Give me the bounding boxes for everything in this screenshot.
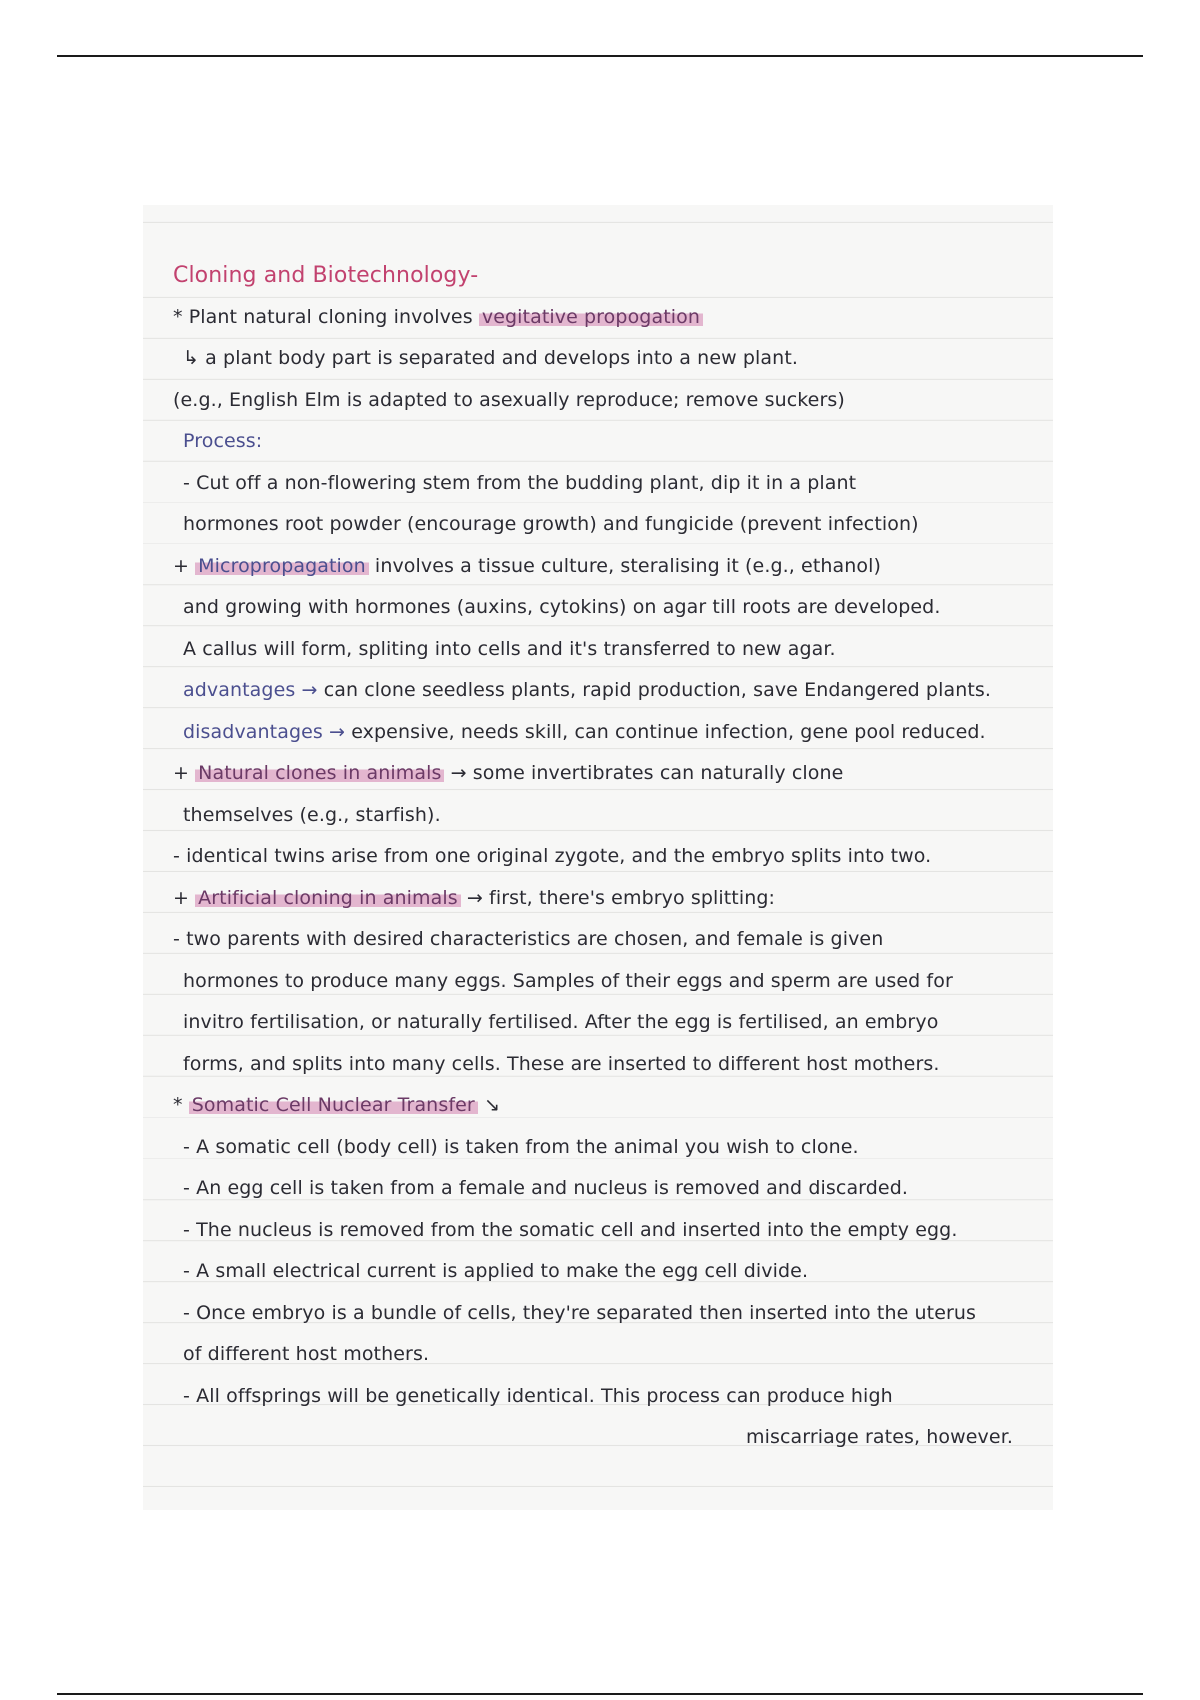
note-line: - Cut off a non-flowering stem from the budding plant, dip it in a plant xyxy=(183,471,857,494)
note-line: forms, and splits into many cells. These are inserted to different host mothers. xyxy=(183,1052,940,1075)
note-line: hormones root powder (encourage growth) and fungicide (prevent infection) xyxy=(183,513,919,535)
note-line: of different host mothers. xyxy=(183,1343,430,1365)
highlight: Artificial cloning in animals xyxy=(195,887,461,909)
note-line: * Plant natural cloning involves vegitative propogation xyxy=(173,297,1043,339)
notebook-page xyxy=(143,205,1053,1510)
note-line: - identical twins arise from one original zygote, and the embryo splits into two. xyxy=(173,845,932,867)
handwritten-notes xyxy=(173,255,1043,1459)
highlight: Natural clones in animals xyxy=(195,762,444,784)
note-line: - Once embryo is a bundle of cells, they're separated then inserted into the uterus xyxy=(183,1301,977,1324)
note-line: + Micropropagation involves a tissue culture, steralising it (e.g., ethanol) xyxy=(173,554,882,577)
top-rule xyxy=(57,55,1143,57)
note-line: invitro fertilisation, or naturally fertilised. After the egg is fertilised, an embryo xyxy=(183,1011,939,1033)
note-line: - All offsprings will be genetically identical. This process can produce high xyxy=(183,1384,893,1407)
note-line: + Natural clones in animals → some invertibrates can naturally clone xyxy=(173,762,844,784)
note-line: - A somatic cell (body cell) is taken from the animal you wish to clone. xyxy=(183,1135,859,1158)
note-line: hormones to produce many eggs. Samples of their eggs and sperm are used for xyxy=(183,969,953,992)
bottom-rule xyxy=(57,1693,1143,1695)
note-line: (e.g., English Elm is adapted to asexually reproduce; remove suckers) xyxy=(173,388,845,411)
section-heading: Process: xyxy=(183,430,263,452)
highlight: Somatic Cell Nuclear Transfer xyxy=(189,1094,478,1116)
note-line: ↳ a plant body part is separated and develops into a new plant. xyxy=(183,347,799,369)
note-line: disadvantages → expensive, needs skill, can continue infection, gene pool reduced. xyxy=(183,720,986,743)
note-line: themselves (e.g., starfish). xyxy=(183,803,441,826)
note-line: * Somatic Cell Nuclear Transfer ↘ xyxy=(173,1094,500,1116)
note-line: miscarriage rates, however. xyxy=(746,1426,1013,1448)
note-line: - two parents with desired characteristics are chosen, and female is given xyxy=(173,928,884,950)
note-line: - An egg cell is taken from a female and nucleus is removed and discarded. xyxy=(183,1177,909,1199)
note-line: - A small electrical current is applied to make the egg cell divide. xyxy=(183,1260,809,1282)
note-line: advantages → can clone seedless plants, rapid production, save Endangered plants. xyxy=(183,679,992,701)
note-line: and growing with hormones (auxins, cytokins) on agar till roots are developed. xyxy=(183,596,941,618)
page-title: Cloning and Biotechnology- xyxy=(173,263,479,288)
highlight: Micropropagation xyxy=(195,555,369,577)
note-line: + Artificial cloning in animals → first, there's embryo splitting: xyxy=(173,886,776,909)
note-line: - The nucleus is removed from the somatic cell and inserted into the empty egg. xyxy=(183,1218,958,1241)
note-line: A callus will form, spliting into cells and it's transferred to new agar. xyxy=(183,637,836,660)
highlight: vegitative propogation xyxy=(479,306,703,328)
